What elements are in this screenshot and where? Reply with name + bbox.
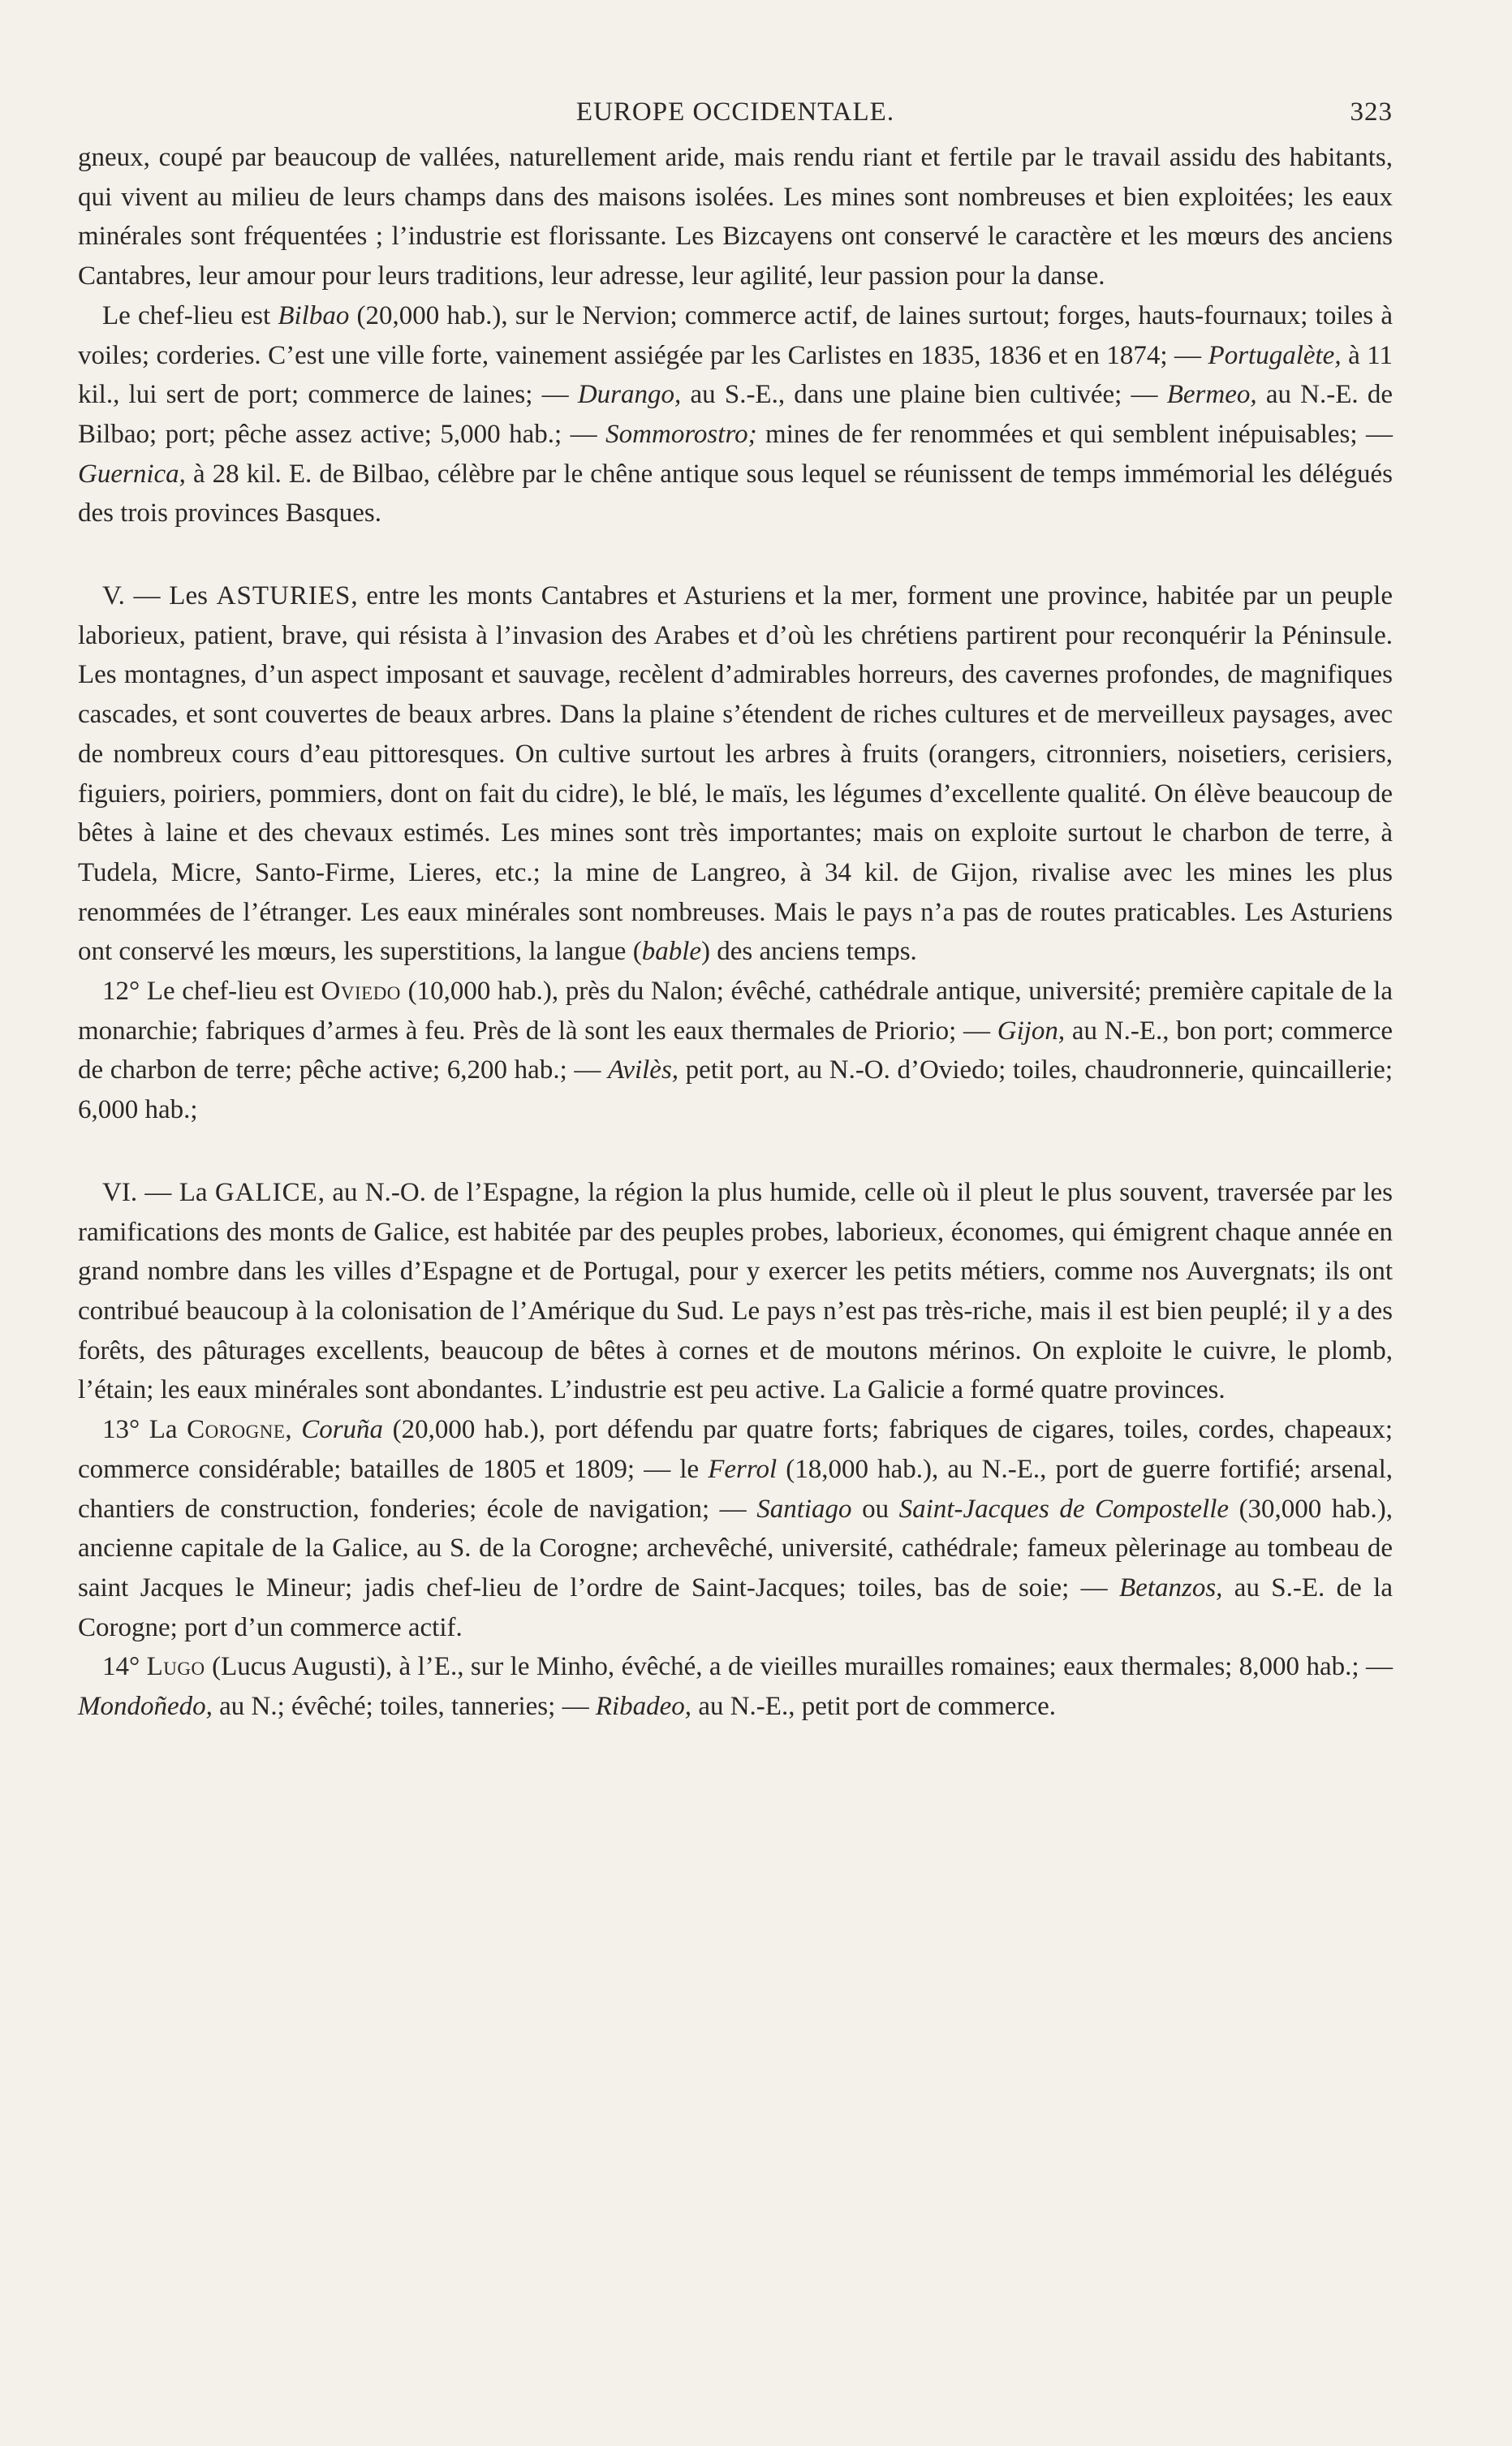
paragraph-galice	[78, 1173, 1393, 1410]
text-run: à 11 kil., lui sert de port; commerce de laines; —	[78, 340, 1393, 410]
text-run: ou	[851, 1494, 899, 1524]
text-run: 13° La	[102, 1415, 187, 1445]
text-run: ) des anciens temps.	[701, 937, 917, 967]
text-run: ,	[285, 1415, 302, 1445]
region-name-galice: GALICE	[214, 1177, 318, 1207]
text-run: au N.-E., bon port; commerce de charbon de terre; pêche active; 6,200 hab.; —	[78, 1016, 1393, 1085]
place-gijon: Gijon,	[997, 1016, 1066, 1046]
paragraph-bizcaye-continuation: gneux, coupé par beaucoup de vallées, naturellement aride, mais rendu riant et fertile par le travail assidu des habitants, qui vivent au milieu de leurs champs dans des maisons isolées. Les mines sont nombreuses et bien exploitées; les eaux minérales sont fréquentées ; l’industrie est florissante. Les Bizcayens ont conservé le caractère et les mœurs des anciens Cantabres, leur amour pour leurs traditions, leur adresse, leur agilité, leur passion pour la danse.	[78, 143, 1393, 291]
page-number: 323	[1350, 97, 1393, 127]
term-bable: bable	[641, 937, 702, 967]
place-saint-jacques: Saint-Jacques de Compostelle	[898, 1494, 1230, 1524]
paragraph-lugo	[78, 1647, 1393, 1726]
text-run: 14°	[102, 1652, 147, 1682]
text-run: au N.-E., petit port de commerce.	[691, 1692, 1057, 1722]
place-santiago: Santiago	[756, 1494, 852, 1524]
text-run: , entre les monts Cantabres et Asturiens et la mer, forment une province, habitée par un peuple laborieux, patient, brave, qui résista à l’invasion des Arabes et d’où les chrétiens partirent pour reconquérir la Péninsule. Les montagnes, d’un aspect imposant et sauvage, recèlent d’admirables horreurs, des cavernes profondes, de magnifiques cascades, et sont couvertes de beaux arbres. Dans la plaine s’étendent de riches cultures et de merveilleux paysages, avec de nombreux cours d’eau pittoresques. On cultive surtout les arbres à fruits (orangers, citronniers, noisetiers, cerisiers, figuiers, poiriers, pommiers, dont on fait du cidre), le blé, le maïs, les légumes d’excellente qualité. On élève beaucoup de bêtes à laine et des chevaux estimés. Les mines sont très importantes; mais on exploite surtout le charbon de terre, à Tudela, Micre, Santo-Firme, Lieres, etc.; la mine de Langreo, à 34 kil. de Gijon, rivalise avec les mines les plus renommées de l’étranger. Les eaux minérales sont nombreuses. Mais le pays n’a pas de routes praticables. Les Asturiens ont conservé les mœurs, les superstitions, la langue (	[78, 581, 1393, 967]
place-lugo: Lugo	[146, 1652, 205, 1682]
place-portugalete: Portugalète,	[1208, 340, 1342, 370]
text-run: au S.-E. de la Corogne; port d’un commerce actif.	[78, 1572, 1393, 1642]
text-run: Le chef-lieu est	[102, 300, 278, 330]
place-mondonedo: Mondoñedo,	[78, 1692, 213, 1722]
place-guernica: Guernica,	[78, 459, 186, 489]
section-number: VI. — La	[102, 1177, 215, 1207]
text-run: au S.-E., dans une plaine bien cultivée; —	[681, 380, 1167, 410]
place-bilbao: Bilbao	[278, 300, 350, 330]
text-run: à 28 kil. E. de Bilbao, célèbre par le chêne antique sous lequel se réunissent de temps immémorial les délégués des trois provinces Basques.	[78, 459, 1393, 528]
page-header	[78, 89, 1393, 138]
place-ferrol: Ferrol	[708, 1454, 778, 1484]
book-page	[78, 89, 1393, 1727]
place-corogne: Corogne	[187, 1415, 286, 1445]
paragraph-oviedo	[78, 972, 1393, 1130]
place-betanzos: Betanzos,	[1119, 1572, 1223, 1603]
text-run: petit port, au N.-O. d’Oviedo; toiles, chaudronnerie, quincaillerie; 6,000 hab.;	[78, 1055, 1393, 1125]
place-bermeo: Bermeo,	[1166, 380, 1257, 410]
text-run: (20,000 hab.), sur le Nervion; commerce actif, de laines surtout; forges, hauts-fournaux; toiles à voiles; corderies. C’est une ville forte, vainement assiégée par les Carlistes en 1835, 1836 et en 1874; —	[78, 300, 1393, 370]
place-aviles: Avilès,	[607, 1055, 679, 1085]
text-run: (18,000 hab.), au N.-E., port de guerre fortifié; arsenal, chantiers de construction, fonderies; école de navigation; —	[78, 1454, 1393, 1524]
paragraph-bilbao	[78, 296, 1393, 533]
text-run: (20,000 hab.), port défendu par quatre forts; fabriques de cigares, toiles, cordes, chapeaux; commerce considérable; batailles de 1805 et 1809; — le	[78, 1415, 1393, 1484]
paragraph-corogne	[78, 1410, 1393, 1647]
region-name-asturies: ASTURIES	[216, 581, 351, 611]
text-run: 12° Le chef-lieu est	[102, 977, 321, 1007]
text-run: (10,000 hab.), près du Nalon; évêché, cathédrale antique, université; première capitale de la monarchie; fabriques d’armes à feu. Près de là sont les eaux thermales de Priorio; —	[78, 977, 1394, 1046]
place-sommorostro: Sommorostro;	[605, 419, 757, 449]
text-run: au N.; évêché; toiles, tanneries; —	[212, 1692, 596, 1722]
place-ribadeo: Ribadeo,	[595, 1692, 692, 1722]
running-title: EUROPE OCCIDENTALE.	[575, 97, 895, 127]
text-run: mines de fer renommées et qui semblent inépuisables; —	[756, 419, 1393, 449]
text-run: (Lucus Augusti), à l’E., sur le Minho, évêché, a de vieilles murailles romaines; eaux thermales; 8,000 hab.; —	[205, 1652, 1393, 1682]
section-number: V. — Les	[102, 581, 217, 611]
text-run: au N.-E. de Bilbao; port; pêche assez active; 5,000 hab.; —	[78, 380, 1393, 449]
place-durango: Durango,	[577, 380, 682, 410]
text-run: (30,000 hab.), ancienne capitale de la Galice, au S. de la Corogne; archevêché, université, cathédrale; fameux pèlerinage au tombeau de saint Jacques le Mineur; jadis chef-lieu de l’ordre de Saint-Jacques; toiles, bas de soie; —	[78, 1494, 1393, 1603]
paragraph-asturies	[78, 576, 1393, 972]
text-run: , au N.-O. de l’Espagne, la région la plus humide, celle où il pleut le plus souvent, traversée par les ramifications des monts de Galice, est habitée par des peuples probes, laborieux, économes, qui émigrent chaque année en grand nombre dans les villes d’Espagne et de Portugal, pour y exercer les petits métiers, comme nos Auvergnats; ils ont contribué beaucoup à la colonisation de l’Amérique du Sud. Le pays n’est pas très-riche, mais il est bien peuplé; il y a des forêts, des pâturages excellents, beaucoup de bêtes à cornes et de moutons mérinos. On exploite le cuivre, le plomb, l’étain; les eaux minérales sont abondantes. L’industrie est peu active. La Galicie a formé quatre provinces.	[78, 1177, 1393, 1405]
place-coruna: Coruña	[301, 1415, 384, 1445]
place-oviedo: Oviedo	[321, 977, 401, 1007]
